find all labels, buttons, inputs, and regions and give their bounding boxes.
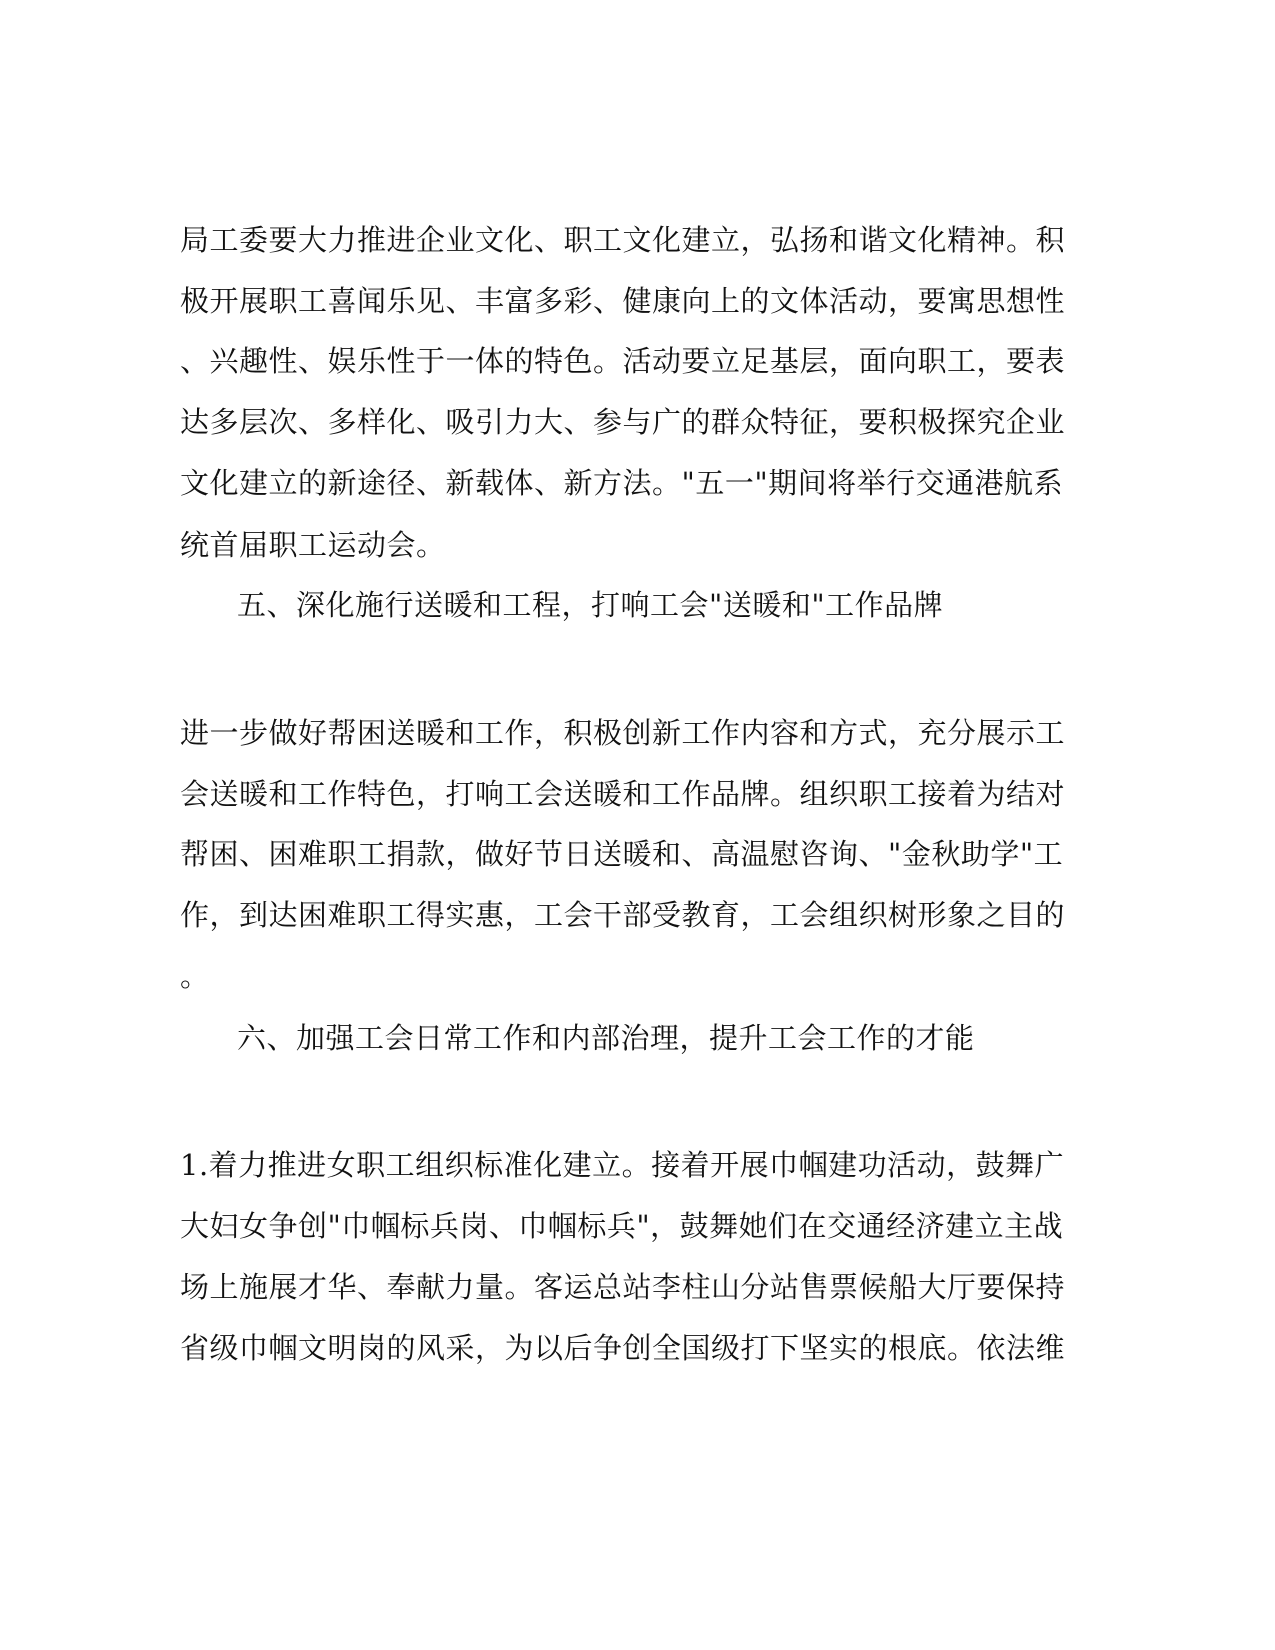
paragraph-line: 进一步做好帮困送暖和工作，积极创新工作内容和方式，充分展示工 [180, 716, 1066, 750]
section-heading-6: 六、加强工会日常工作和内部治理，提升工会工作的才能 [237, 1021, 975, 1055]
paragraph-line: 极开展职工喜闻乐见、丰富多彩、健康向上的文体活动，要寓思想性 [180, 284, 1066, 318]
paragraph-line: 、兴趣性、娱乐性于一体的特色。活动要立足基层，面向职工，要表 [180, 344, 1066, 378]
paragraph-line: 省级巾帼文明岗的风采，为以后争创全国级打下坚实的根底。依法维 [180, 1331, 1066, 1365]
paragraph-line: 达多层次、多样化、吸引力大、参与广的群众特征，要积极探究企业 [180, 405, 1066, 439]
paragraph-line: 帮困、困难职工捐款，做好节日送暖和、高温慰咨询、"金秋助学"工 [180, 837, 1064, 871]
section-heading-5: 五、深化施行送暖和工程，打响工会"送暖和"工作品牌 [237, 588, 944, 622]
paragraph-line: 文化建立的新途径、新载体、新方法。"五一"期间将举行交通港航系 [180, 466, 1064, 500]
paragraph-line: 场上施展才华、奉献力量。客运总站李柱山分站售票候船大厅要保持 [180, 1270, 1066, 1304]
paragraph-line: 作，到达困难职工得实惠，工会干部受教育，工会组织树形象之目的 [180, 898, 1066, 932]
paragraph-line: 大妇女争创"巾帼标兵岗、巾帼标兵"，鼓舞她们在交通经济建立主战 [180, 1209, 1064, 1243]
paragraph-line: 1.着力推进女职工组织标准化建立。接着开展巾帼建功活动，鼓舞广 [180, 1148, 1065, 1182]
paragraph-line: 局工委要大力推进企业文化、职工文化建立，弘扬和谐文化精神。积 [180, 223, 1066, 257]
paragraph-line: 统首届职工运动会。 [180, 528, 446, 562]
paragraph-line: 。 [180, 959, 210, 993]
paragraph-line: 会送暖和工作特色，打响工会送暖和工作品牌。组织职工接着为结对 [180, 777, 1066, 811]
